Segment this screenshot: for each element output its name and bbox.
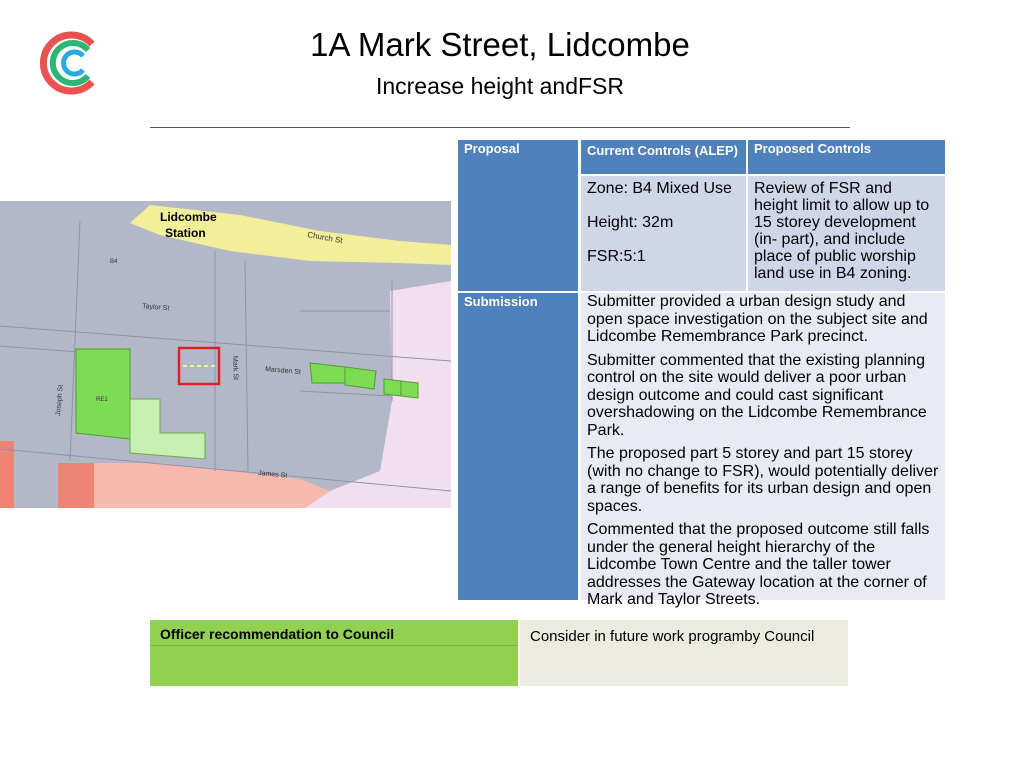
submission-cell (581, 293, 945, 608)
map-label-lidcombe: Lidcombe (160, 210, 217, 224)
page-title: 1A Mark Street, Lidcombe (310, 26, 690, 63)
zone-salmon (60, 463, 330, 508)
current-height: Height: 32m (587, 214, 674, 231)
park-re1-large (76, 349, 130, 439)
proposal-header: Proposal (458, 140, 578, 291)
submission-paragraph: The proposed part 5 storey and part 15 storey (with no change to FSR), would potentially deliver a range of benefits for its urban design and open spaces. (587, 445, 939, 515)
title-divider (150, 127, 850, 128)
page-subtitle: Increase height andFSR (375, 73, 625, 99)
submission-paragraph: Submitter provided a urban design study and open space investigation on the subject site and Lidcombe Remembrance Park precinct. (587, 293, 928, 345)
submission-header: Submission (458, 293, 578, 600)
site-map (0, 201, 451, 508)
current-zone: Zone: B4 Mixed Use (587, 180, 732, 197)
current-fsr: FSR:5:1 (587, 248, 646, 265)
park-re1-small (130, 399, 205, 459)
recommendation-label-box (150, 620, 518, 686)
map-street-joseph: Joseph St (55, 384, 65, 417)
map-zone-b4: B4 (110, 259, 118, 265)
map-street-taylor: Taylor St (141, 303, 170, 313)
recommendation-label: Officer recommendation to Council (150, 620, 518, 646)
submission-paragraph: Commented that the proposed outcome still falls under the general height hierarchy of the Lidcombe Town Centre and the taller tower addresses the Gateway location at the corner of Mark and Taylor Streets. (587, 521, 930, 608)
map-label-station: Station (165, 226, 206, 240)
zone-pink (305, 281, 451, 508)
submission-paragraph: Submitter commented that the existing planning control on the site would deliver a poor urban design outcome and could cast significant overshadowing on the Lidcombe Remembrance Park. (587, 351, 927, 439)
current-controls-cell (581, 176, 746, 291)
current-controls-header: Current Controls (ALEP) (581, 140, 746, 174)
map-street-church: Church St (306, 230, 344, 246)
map-street-james: James St (257, 470, 288, 480)
proposed-controls-cell: Review of FSR and height limit to allow up to 15 storey development (in- part), and include place of public worship land use in B4 zoning. (748, 176, 945, 291)
council-logo (38, 30, 100, 96)
map-zone-re1: RE1 (96, 397, 108, 403)
map-street-marsden: Marsden St (264, 366, 302, 377)
map-street-mark: Mark St (231, 355, 239, 381)
map-graphic (0, 201, 451, 508)
proposed-controls-header: Proposed Controls (748, 140, 945, 174)
recommendation-text: Consider in future work programby Council (520, 620, 848, 686)
